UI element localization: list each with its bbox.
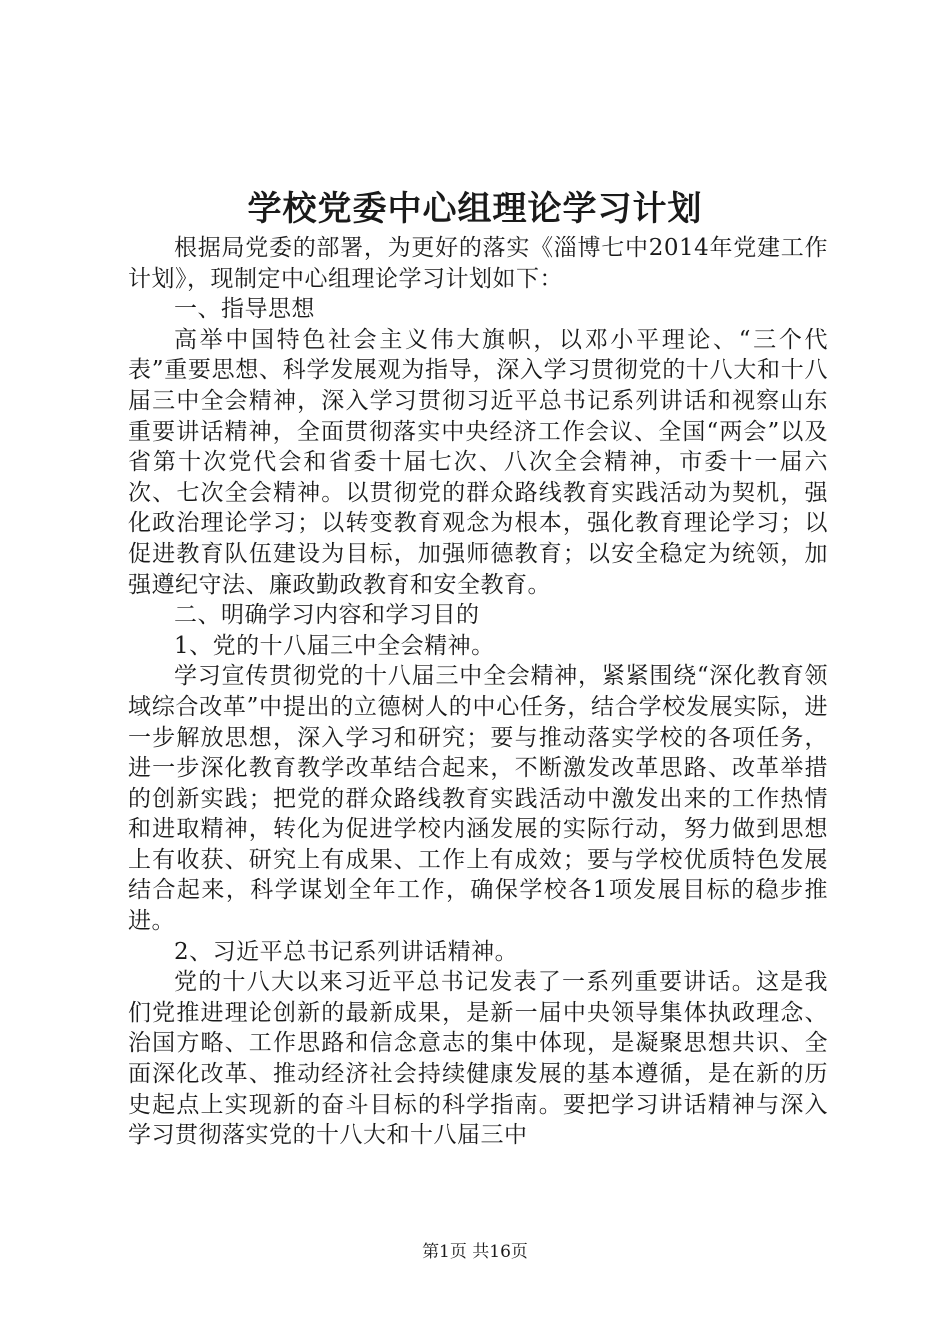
third-plenum-paragraph: 学习宣传贯彻党的十八届三中全会精神，紧紧围绕“深化教育领域综合改革”中提出的立德树人的中心任务，结合学校发展实际，进一步解放思想，深入学习和研究；要与推动落实学校的各项任务，进一步深化教育教学改革结合起来，不断激发改革思路、改革举措的创新实践；把党的群众路线教育实践活动中激发出来的工作热情和进取精神，转化为促进学校内涵发展的实际行动，努力做到思想上有收获、研究上有成果、工作上有成效；要与学校优质特色发展结合起来，科学谋划全年工作，确保学校各1项发展目标的稳步推进。 bbox=[128, 663, 828, 935]
document-body bbox=[128, 233, 828, 1151]
speeches-paragraph: 党的十八大以来习近平总书记发表了一系列重要讲话。这是我们党推进理论创新的最新成果，是新一届中央领导集体执政理念、治国方略、工作思路和信念意志的集中体现，是凝聚思想共识、全面深化改革、推动经济社会持续健康发展的基本遵循，是在新的历史起点上实现新的奋斗目标的科学指南。要把学习讲话精神与深入学习贯彻落实党的十八大和十八届三中 bbox=[128, 969, 828, 1149]
section-heading-study-content: 二、明确学习内容和学习目的 bbox=[174, 602, 480, 629]
page-footer: 第1页 共16页 bbox=[422, 1242, 528, 1262]
section-heading-guiding-ideology: 一、指导思想 bbox=[174, 296, 315, 323]
subheading-third-plenum: 1、党的十八届三中全会精神。 bbox=[174, 632, 495, 659]
guiding-ideology-paragraph: 高举中国特色社会主义伟大旗帜，以邓小平理论、“三个代表”重要思想、科学发展观为指导，深入学习贯彻党的十八大和十八届三中全会精神，深入学习贯彻习近平总书记系列讲话和视察山东重要讲话精神，全面贯彻落实中央经济工作会议、全国“两会”以及省第十次党代会和省委十届七次、八次全会精神，市委十一届六次、七次全会精神。以贯彻党的群众路线教育实践活动为契机，强化政治理论学习；以转变教育观念为根本，强化教育理论学习；以促进教育队伍建设为目标，加强师德教育；以安全稳定为统领，加强遵纪守法、廉政勤政教育和安全教育。 bbox=[128, 326, 828, 598]
subheading-speeches: 2、习近平总书记系列讲话精神。 bbox=[174, 938, 519, 965]
intro-paragraph: 根据局党委的部署，为更好的落实《淄博七中2014年党建工作计划》，现制定中心组理论学习计划如下： bbox=[128, 235, 828, 292]
document-title: 学校党委中心组理论学习计划 bbox=[247, 189, 703, 229]
